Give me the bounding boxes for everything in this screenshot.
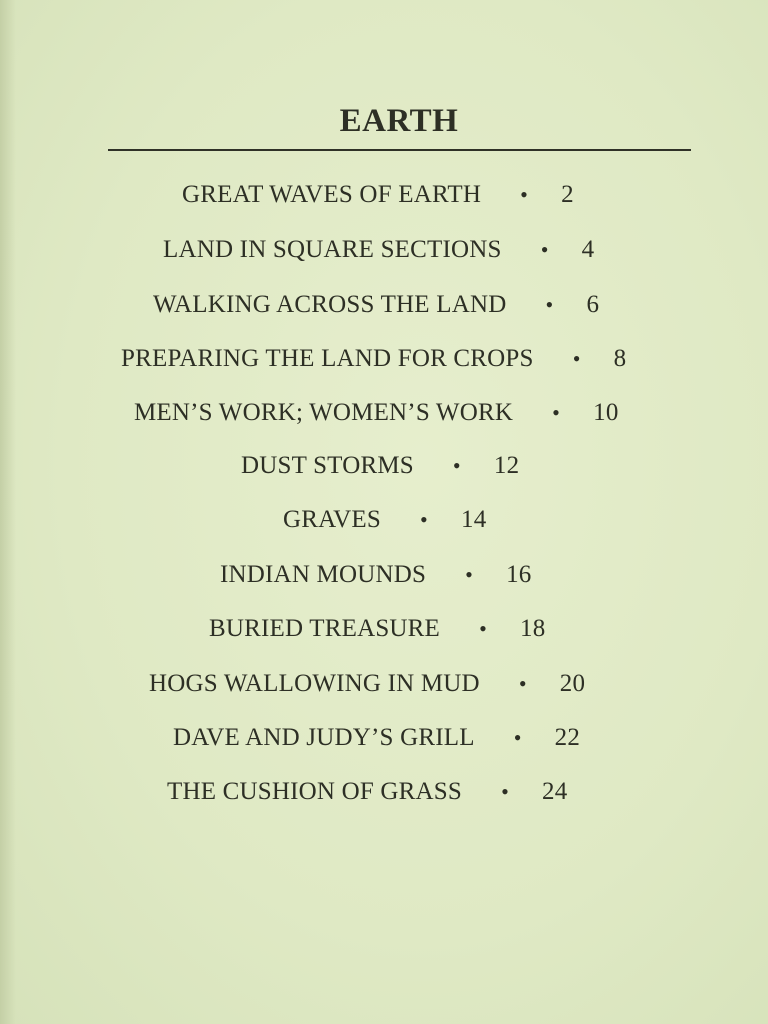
toc-entry-title: HOGS WALLOWING IN MUD [149,670,480,697]
toc-bullet: • [572,346,581,371]
toc-entry [163,236,594,264]
toc-entry-title: GREAT WAVES OF EARTH [182,181,482,208]
toc-entry-page: 20 [559,670,586,697]
toc-entry-page: 10 [593,399,619,426]
heading-rule [108,149,691,151]
toc-entry-page: 4 [581,236,595,263]
toc-entry-title: GRAVES [283,506,381,533]
toc-entry-page: 18 [520,615,546,642]
toc-bullet: • [520,182,529,207]
toc-bullet: • [518,671,527,696]
toc-entry-page: 16 [506,561,532,588]
toc-entry [220,561,531,589]
toc-entry-title: WALKING ACROSS THE LAND [153,291,507,318]
toc-bullet: • [479,616,487,641]
toc-entry-page: 14 [461,506,487,533]
toc-entry [283,506,486,534]
toc-entry-title: INDIAN MOUNDS [220,561,427,588]
toc-entry-title: LAND IN SQUARE SECTIONS [163,236,502,263]
toc-bullet: • [552,400,561,425]
toc-bullet: • [420,507,428,532]
page-spine-shadow [0,0,16,1024]
toc-entry [241,452,519,480]
toc-entry-title: BURIED TREASURE [209,615,441,642]
toc-entry [173,724,580,752]
toc-entry [153,291,599,319]
toc-bullet: • [501,779,509,804]
toc-entry-title: MEN’S WORK; WOMEN’S WORK [134,399,514,426]
toc-entry [182,181,574,209]
toc-entry-page: 22 [554,724,581,751]
toc-bullet: • [452,453,461,478]
toc-bullet: • [540,237,549,262]
toc-entry-page: 8 [613,345,627,372]
toc-entry-page: 12 [493,452,520,479]
toc-bullet: • [545,292,554,317]
toc-entry [121,345,626,373]
toc-entry-title: DAVE AND JUDY’S GRILL [173,724,475,751]
toc-entry [209,615,545,643]
toc-entry-title: PREPARING THE LAND FOR CROPS [121,345,534,372]
toc-entry-page: 2 [561,181,574,208]
toc-entry [167,778,567,806]
toc-entry-page: 6 [586,291,600,318]
toc-entry [149,670,585,698]
toc-entry-page: 24 [542,778,568,805]
toc-bullet: • [513,725,522,750]
toc-entry [134,399,619,427]
section-heading: EARTH [339,103,459,139]
toc-entry-title: DUST STORMS [241,452,414,479]
toc-bullet: • [465,562,474,587]
toc-entry-title: THE CUSHION OF GRASS [167,778,463,805]
